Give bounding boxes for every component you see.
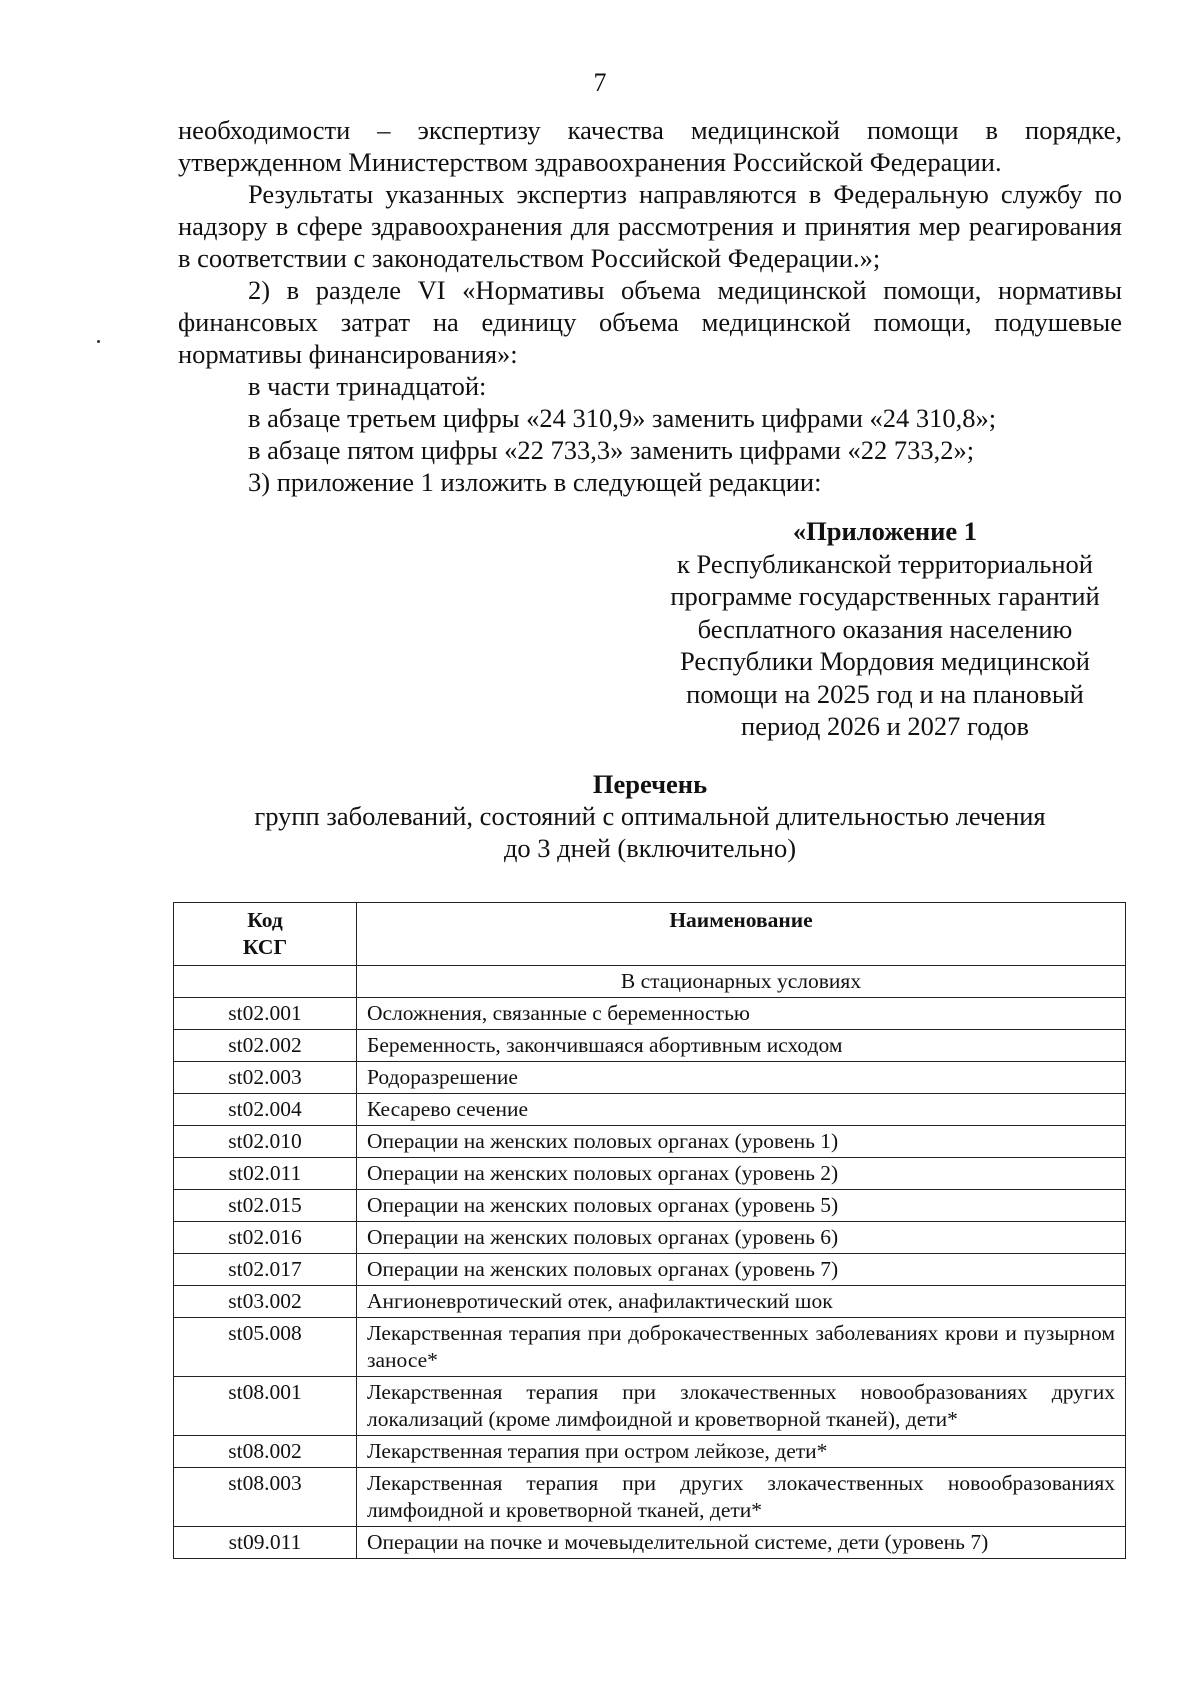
table-row: [174, 1158, 1126, 1190]
ksg-name-cell: Операции на женских половых органах (уровень 2): [357, 1158, 1126, 1190]
table-row: [174, 1062, 1126, 1094]
table-header-row: [174, 903, 1126, 966]
ksg-code-cell: st02.004: [174, 1094, 357, 1126]
ksg-name-cell: Операции на женских половых органах (уровень 7): [357, 1254, 1126, 1286]
ksg-name-cell: Осложнения, связанные с беременностью: [357, 998, 1126, 1030]
appendix-line: программе государственных гарантий: [670, 581, 1100, 611]
list-subtitle-line: до 3 дней (включительно): [503, 833, 797, 863]
appendix-line: период 2026 и 2027 годов: [741, 711, 1029, 741]
paragraph-4: в части тринадцатой:: [248, 371, 487, 401]
table-row: [174, 1377, 1126, 1436]
appendix-header: [640, 515, 1130, 743]
table-row: [174, 1318, 1126, 1377]
section-code-cell: [174, 966, 357, 998]
list-title: Перечень: [592, 769, 708, 799]
table-row: [174, 1286, 1126, 1318]
ksg-name-cell: Операции на женских половых органах (уровень 6): [357, 1222, 1126, 1254]
table-row: [174, 1254, 1126, 1286]
list-heading: [178, 768, 1122, 864]
header-code-line: КСГ: [242, 935, 288, 959]
ksg-table: [173, 902, 1126, 1559]
appendix-title: «Приложение 1: [792, 516, 978, 546]
ksg-code-cell: st02.003: [174, 1062, 357, 1094]
section-title: В стационарных условиях: [357, 966, 1126, 998]
appendix-line: бесплатного оказания населению: [697, 613, 1073, 644]
ksg-code-cell: st02.011: [174, 1158, 357, 1190]
ksg-code-cell: st08.003: [174, 1468, 357, 1527]
ksg-name-cell: Ангионевротический отек, анафилактический шок: [357, 1286, 1126, 1318]
ksg-code-cell: st09.011: [174, 1527, 357, 1559]
table-row: [174, 1527, 1126, 1559]
ksg-name-cell: Беременность, закончившаяся абортивным исходом: [357, 1030, 1126, 1062]
appendix-line: Республики Мордовия медицинской: [680, 646, 1090, 676]
ksg-code-cell: st03.002: [174, 1286, 357, 1318]
header-code: [174, 903, 357, 966]
ksg-code-cell: st02.001: [174, 998, 357, 1030]
ksg-code-cell: st02.015: [174, 1190, 357, 1222]
ksg-name-cell: Кесарево сечение: [357, 1094, 1126, 1126]
table-row: [174, 1190, 1126, 1222]
table-row: [174, 1222, 1126, 1254]
ksg-name-cell: Операции на женских половых органах (уровень 1): [357, 1126, 1126, 1158]
paragraph-2: Результаты указанных экспертиз направляются в Федеральную службу по надзору в сфере здравоохранения для рассмотрения и принятия мер реагирования в соответствии с законодательством Российской Федерации.»;: [178, 179, 1122, 273]
paragraph-1: необходимости – экспертизу качества медицинской помощи в порядке, утвержденном Министерством здравоохранения Российской Федерации.: [178, 115, 1122, 177]
ksg-code-cell: st02.010: [174, 1126, 357, 1158]
appendix-line: помощи на 2025 год и на плановый: [686, 678, 1084, 709]
table-row: [174, 1468, 1126, 1527]
ksg-code-cell: st08.001: [174, 1377, 357, 1436]
table-row: [174, 1030, 1126, 1062]
list-subtitle-line: групп заболеваний, состояний с оптимальной длительностью лечения: [254, 801, 1046, 831]
ksg-name-cell: Лекарственная терапия при других злокачественных новообразованиях лимфоидной и кроветворной тканей, дети*: [357, 1468, 1126, 1527]
table-row: [174, 1436, 1126, 1468]
ksg-code-cell: st02.017: [174, 1254, 357, 1286]
ksg-name-cell: Операции на женских половых органах (уровень 5): [357, 1190, 1126, 1222]
paragraph-5: в абзаце третьем цифры «24 310,9» заменить цифрами «24 310,8»;: [248, 403, 997, 433]
ksg-name-cell: Родоразрешение: [357, 1062, 1126, 1094]
ksg-code-cell: st05.008: [174, 1318, 357, 1377]
header-code-line: Код: [247, 908, 283, 932]
ksg-code-cell: st02.016: [174, 1222, 357, 1254]
scan-dot: [97, 340, 100, 343]
paragraph-7: 3) приложение 1 изложить в следующей редакции:: [248, 467, 822, 497]
body-text: [178, 114, 1122, 498]
page-number: 7: [593, 68, 607, 97]
ksg-table-container: [173, 902, 1126, 1559]
ksg-name-cell: Лекарственная терапия при злокачественных новообразованиях других локализаций (кроме лимфоидной и кроветворной тканей), дети*: [357, 1377, 1126, 1436]
table-row: [174, 1094, 1126, 1126]
ksg-code-cell: st02.002: [174, 1030, 357, 1062]
table-row: [174, 998, 1126, 1030]
header-name: Наименование: [357, 903, 1126, 966]
table-row: [174, 1126, 1126, 1158]
paragraph-6: в абзаце пятом цифры «22 733,3» заменить цифрами «22 733,2»;: [248, 435, 975, 465]
paragraph-3: 2) в разделе VI «Нормативы объема медицинской помощи, нормативы финансовых затрат на единицу объема медицинской помощи, подушевые нормативы финансирования»:: [178, 275, 1122, 369]
ksg-name-cell: Лекарственная терапия при остром лейкозе, дети*: [357, 1436, 1126, 1468]
appendix-line: к Республиканской территориальной: [676, 548, 1093, 579]
section-row: [174, 966, 1126, 998]
ksg-name-cell: Лекарственная терапия при доброкачественных заболеваниях крови и пузырном заносе*: [357, 1318, 1126, 1377]
ksg-code-cell: st08.002: [174, 1436, 357, 1468]
ksg-name-cell: Операции на почке и мочевыделительной системе, дети (уровень 7): [357, 1527, 1126, 1559]
